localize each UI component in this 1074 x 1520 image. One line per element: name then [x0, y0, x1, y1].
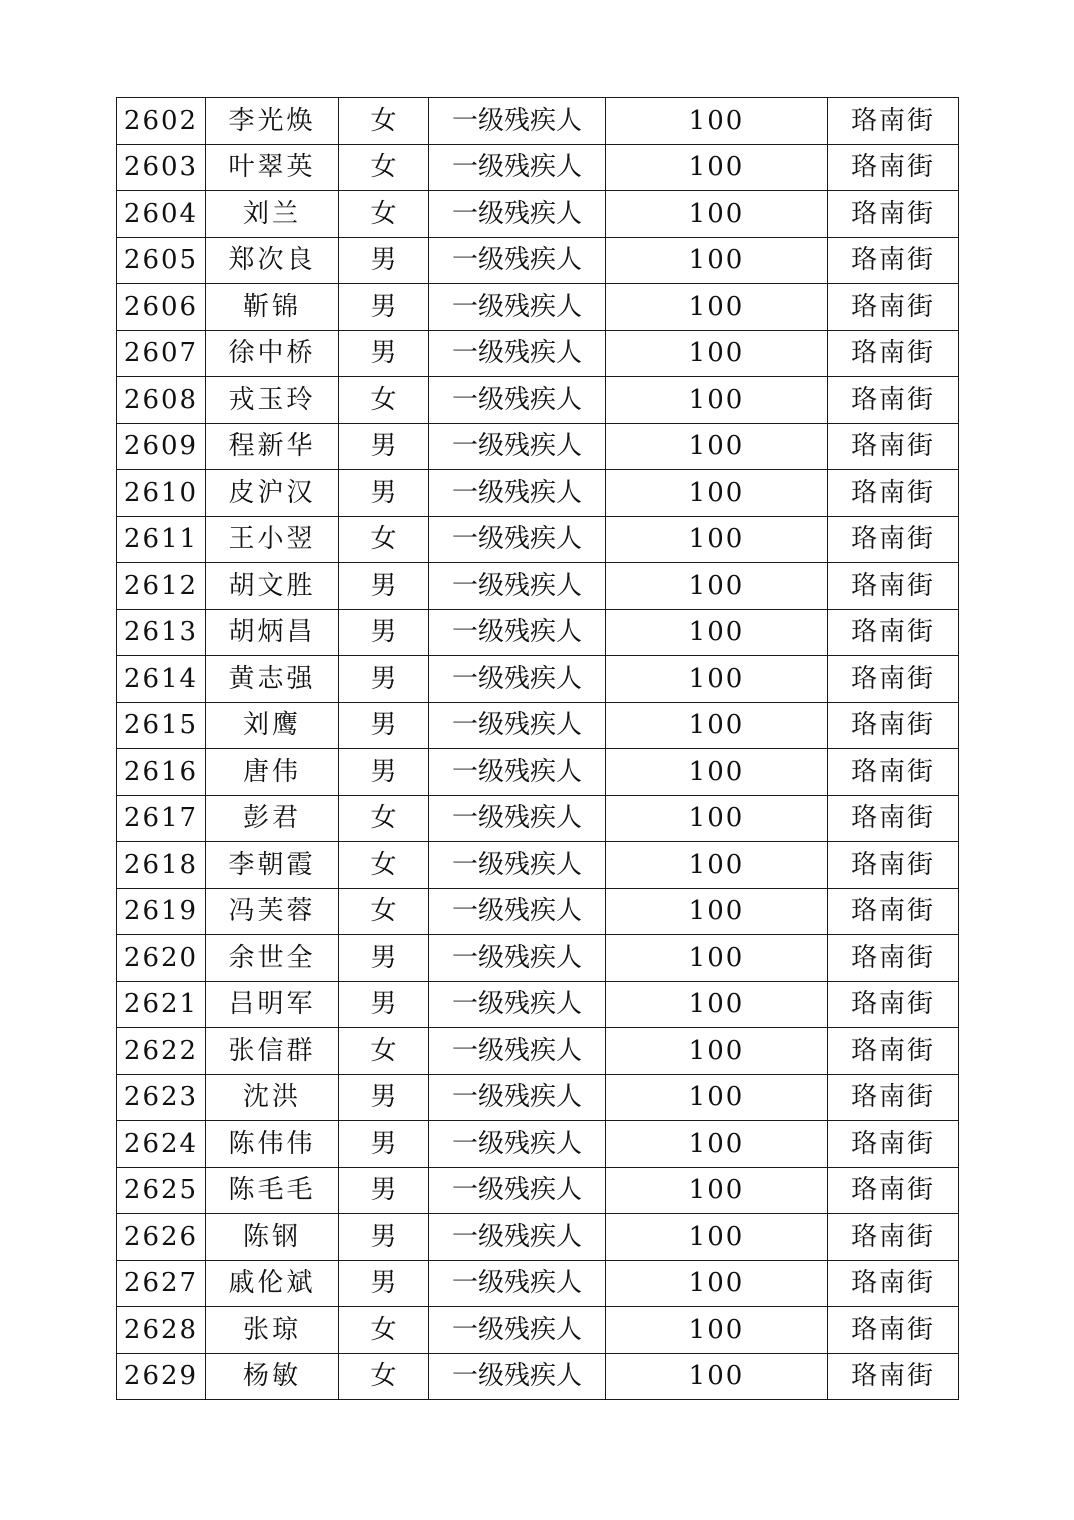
table-row — [117, 795, 959, 842]
cell-record-number: 2622 — [117, 1028, 206, 1075]
cell-category: 一级残疾人 — [429, 935, 606, 982]
table-row — [117, 935, 959, 982]
cell-record-number: 2611 — [117, 516, 206, 563]
cell-record-number: 2615 — [117, 702, 206, 749]
table-row — [117, 702, 959, 749]
cell-category: 一级残疾人 — [429, 423, 606, 470]
cell-amount: 100 — [606, 749, 828, 796]
cell-category: 一级残疾人 — [429, 237, 606, 284]
cell-person-name: 彭君 — [206, 795, 339, 842]
cell-amount: 100 — [606, 1121, 828, 1168]
cell-street: 珞南街 — [828, 237, 959, 284]
cell-record-number: 2603 — [117, 144, 206, 191]
cell-gender: 女 — [339, 377, 429, 424]
table-row — [117, 470, 959, 517]
cell-person-name: 王小翌 — [206, 516, 339, 563]
cell-record-number: 2629 — [117, 1353, 206, 1400]
cell-street: 珞南街 — [828, 1074, 959, 1121]
cell-person-name: 胡炳昌 — [206, 609, 339, 656]
cell-street: 珞南街 — [828, 702, 959, 749]
cell-record-number: 2612 — [117, 563, 206, 610]
cell-record-number: 2609 — [117, 423, 206, 470]
cell-person-name: 李光焕 — [206, 98, 339, 145]
cell-person-name: 陈钢 — [206, 1214, 339, 1261]
cell-amount: 100 — [606, 1214, 828, 1261]
table-row — [117, 1260, 959, 1307]
cell-gender: 男 — [339, 1121, 429, 1168]
cell-record-number: 2625 — [117, 1167, 206, 1214]
cell-category: 一级残疾人 — [429, 1307, 606, 1354]
cell-street: 珞南街 — [828, 144, 959, 191]
cell-record-number: 2626 — [117, 1214, 206, 1261]
cell-street: 珞南街 — [828, 563, 959, 610]
cell-amount: 100 — [606, 1074, 828, 1121]
cell-amount: 100 — [606, 191, 828, 238]
cell-gender: 男 — [339, 935, 429, 982]
cell-person-name: 张琼 — [206, 1307, 339, 1354]
cell-street: 珞南街 — [828, 516, 959, 563]
table-row — [117, 423, 959, 470]
cell-gender: 男 — [339, 1167, 429, 1214]
cell-person-name: 沈洪 — [206, 1074, 339, 1121]
cell-gender: 男 — [339, 470, 429, 517]
cell-street: 珞南街 — [828, 842, 959, 889]
cell-record-number: 2602 — [117, 98, 206, 145]
cell-amount: 100 — [606, 98, 828, 145]
cell-record-number: 2610 — [117, 470, 206, 517]
table-row — [117, 1353, 959, 1400]
cell-street: 珞南街 — [828, 423, 959, 470]
cell-gender: 男 — [339, 284, 429, 331]
cell-gender: 女 — [339, 795, 429, 842]
cell-street: 珞南街 — [828, 609, 959, 656]
cell-gender: 男 — [339, 237, 429, 284]
cell-category: 一级残疾人 — [429, 888, 606, 935]
cell-person-name: 胡文胜 — [206, 563, 339, 610]
cell-record-number: 2614 — [117, 656, 206, 703]
table-row — [117, 1121, 959, 1168]
cell-category: 一级残疾人 — [429, 702, 606, 749]
cell-person-name: 皮沪汉 — [206, 470, 339, 517]
cell-person-name: 陈毛毛 — [206, 1167, 339, 1214]
cell-amount: 100 — [606, 516, 828, 563]
cell-record-number: 2624 — [117, 1121, 206, 1168]
cell-amount: 100 — [606, 1260, 828, 1307]
cell-record-number: 2613 — [117, 609, 206, 656]
cell-street: 珞南街 — [828, 98, 959, 145]
cell-gender: 女 — [339, 191, 429, 238]
cell-street: 珞南街 — [828, 935, 959, 982]
cell-person-name: 张信群 — [206, 1028, 339, 1075]
cell-category: 一级残疾人 — [429, 1074, 606, 1121]
table-row — [117, 888, 959, 935]
cell-gender: 男 — [339, 563, 429, 610]
cell-person-name: 刘鹰 — [206, 702, 339, 749]
cell-gender: 女 — [339, 842, 429, 889]
cell-category: 一级残疾人 — [429, 563, 606, 610]
cell-amount: 100 — [606, 330, 828, 377]
cell-street: 珞南街 — [828, 284, 959, 331]
cell-gender: 男 — [339, 981, 429, 1028]
cell-record-number: 2627 — [117, 1260, 206, 1307]
cell-category: 一级残疾人 — [429, 795, 606, 842]
cell-category: 一级残疾人 — [429, 1353, 606, 1400]
cell-record-number: 2608 — [117, 377, 206, 424]
cell-amount: 100 — [606, 470, 828, 517]
table-row — [117, 749, 959, 796]
table-row — [117, 1028, 959, 1075]
cell-category: 一级残疾人 — [429, 609, 606, 656]
cell-person-name: 郑次良 — [206, 237, 339, 284]
cell-amount: 100 — [606, 702, 828, 749]
cell-gender: 女 — [339, 144, 429, 191]
cell-category: 一级残疾人 — [429, 284, 606, 331]
cell-street: 珞南街 — [828, 1307, 959, 1354]
cell-record-number: 2617 — [117, 795, 206, 842]
cell-gender: 女 — [339, 888, 429, 935]
table-row — [117, 1167, 959, 1214]
cell-record-number: 2605 — [117, 237, 206, 284]
cell-category: 一级残疾人 — [429, 981, 606, 1028]
table-row — [117, 842, 959, 889]
cell-record-number: 2628 — [117, 1307, 206, 1354]
cell-gender: 男 — [339, 702, 429, 749]
cell-person-name: 黄志强 — [206, 656, 339, 703]
cell-gender: 男 — [339, 1214, 429, 1261]
table-row — [117, 563, 959, 610]
cell-gender: 女 — [339, 516, 429, 563]
cell-person-name: 冯芙蓉 — [206, 888, 339, 935]
cell-gender: 男 — [339, 609, 429, 656]
cell-amount: 100 — [606, 284, 828, 331]
cell-gender: 男 — [339, 1074, 429, 1121]
cell-person-name: 戎玉玲 — [206, 377, 339, 424]
cell-gender: 男 — [339, 1260, 429, 1307]
cell-street: 珞南街 — [828, 656, 959, 703]
cell-amount: 100 — [606, 1307, 828, 1354]
cell-gender: 男 — [339, 749, 429, 796]
cell-amount: 100 — [606, 1028, 828, 1075]
cell-street: 珞南街 — [828, 1167, 959, 1214]
cell-person-name: 李朝霞 — [206, 842, 339, 889]
cell-amount: 100 — [606, 935, 828, 982]
cell-gender: 女 — [339, 98, 429, 145]
cell-category: 一级残疾人 — [429, 842, 606, 889]
cell-gender: 男 — [339, 330, 429, 377]
cell-record-number: 2604 — [117, 191, 206, 238]
cell-street: 珞南街 — [828, 1353, 959, 1400]
cell-category: 一级残疾人 — [429, 144, 606, 191]
cell-category: 一级残疾人 — [429, 1260, 606, 1307]
table-row — [117, 284, 959, 331]
cell-category: 一级残疾人 — [429, 191, 606, 238]
cell-person-name: 余世全 — [206, 935, 339, 982]
cell-record-number: 2620 — [117, 935, 206, 982]
table-row — [117, 516, 959, 563]
cell-record-number: 2616 — [117, 749, 206, 796]
cell-record-number: 2621 — [117, 981, 206, 1028]
table-row — [117, 237, 959, 284]
cell-category: 一级残疾人 — [429, 1167, 606, 1214]
cell-person-name: 刘兰 — [206, 191, 339, 238]
cell-record-number: 2619 — [117, 888, 206, 935]
cell-person-name: 杨敏 — [206, 1353, 339, 1400]
cell-amount: 100 — [606, 1167, 828, 1214]
cell-amount: 100 — [606, 144, 828, 191]
table-row — [117, 1214, 959, 1261]
cell-record-number: 2618 — [117, 842, 206, 889]
table-row — [117, 981, 959, 1028]
cell-amount: 100 — [606, 888, 828, 935]
cell-category: 一级残疾人 — [429, 1028, 606, 1075]
cell-category: 一级残疾人 — [429, 98, 606, 145]
table-row — [117, 656, 959, 703]
cell-category: 一级残疾人 — [429, 1121, 606, 1168]
cell-person-name: 徐中桥 — [206, 330, 339, 377]
cell-record-number: 2607 — [117, 330, 206, 377]
cell-street: 珞南街 — [828, 191, 959, 238]
table-row — [117, 330, 959, 377]
cell-amount: 100 — [606, 609, 828, 656]
cell-street: 珞南街 — [828, 795, 959, 842]
cell-category: 一级残疾人 — [429, 656, 606, 703]
table-row — [117, 377, 959, 424]
cell-category: 一级残疾人 — [429, 470, 606, 517]
cell-amount: 100 — [606, 423, 828, 470]
cell-amount: 100 — [606, 656, 828, 703]
cell-amount: 100 — [606, 377, 828, 424]
cell-street: 珞南街 — [828, 1028, 959, 1075]
cell-street: 珞南街 — [828, 330, 959, 377]
cell-street: 珞南街 — [828, 1121, 959, 1168]
cell-record-number: 2606 — [117, 284, 206, 331]
cell-category: 一级残疾人 — [429, 516, 606, 563]
cell-amount: 100 — [606, 981, 828, 1028]
table-row — [117, 144, 959, 191]
table-row — [117, 1307, 959, 1354]
table-row — [117, 191, 959, 238]
cell-street: 珞南街 — [828, 470, 959, 517]
cell-gender: 男 — [339, 656, 429, 703]
cell-person-name: 叶翠英 — [206, 144, 339, 191]
cell-street: 珞南街 — [828, 1214, 959, 1261]
cell-street: 珞南街 — [828, 981, 959, 1028]
cell-amount: 100 — [606, 237, 828, 284]
cell-street: 珞南街 — [828, 749, 959, 796]
cell-category: 一级残疾人 — [429, 330, 606, 377]
cell-category: 一级残疾人 — [429, 749, 606, 796]
cell-person-name: 戚伦斌 — [206, 1260, 339, 1307]
cell-person-name: 吕明军 — [206, 981, 339, 1028]
cell-person-name: 陈伟伟 — [206, 1121, 339, 1168]
cell-street: 珞南街 — [828, 888, 959, 935]
cell-gender: 男 — [339, 423, 429, 470]
table-row — [117, 98, 959, 145]
table-row — [117, 609, 959, 656]
cell-person-name: 靳锦 — [206, 284, 339, 331]
cell-category: 一级残疾人 — [429, 377, 606, 424]
cell-person-name: 程新华 — [206, 423, 339, 470]
cell-amount: 100 — [606, 795, 828, 842]
cell-amount: 100 — [606, 563, 828, 610]
cell-category: 一级残疾人 — [429, 1214, 606, 1261]
table-row — [117, 1074, 959, 1121]
cell-street: 珞南街 — [828, 377, 959, 424]
roster-table-body — [117, 98, 959, 1400]
roster-table — [116, 97, 959, 1400]
cell-record-number: 2623 — [117, 1074, 206, 1121]
cell-gender: 女 — [339, 1307, 429, 1354]
cell-amount: 100 — [606, 842, 828, 889]
cell-street: 珞南街 — [828, 1260, 959, 1307]
cell-gender: 女 — [339, 1028, 429, 1075]
cell-person-name: 唐伟 — [206, 749, 339, 796]
cell-amount: 100 — [606, 1353, 828, 1400]
cell-gender: 女 — [339, 1353, 429, 1400]
